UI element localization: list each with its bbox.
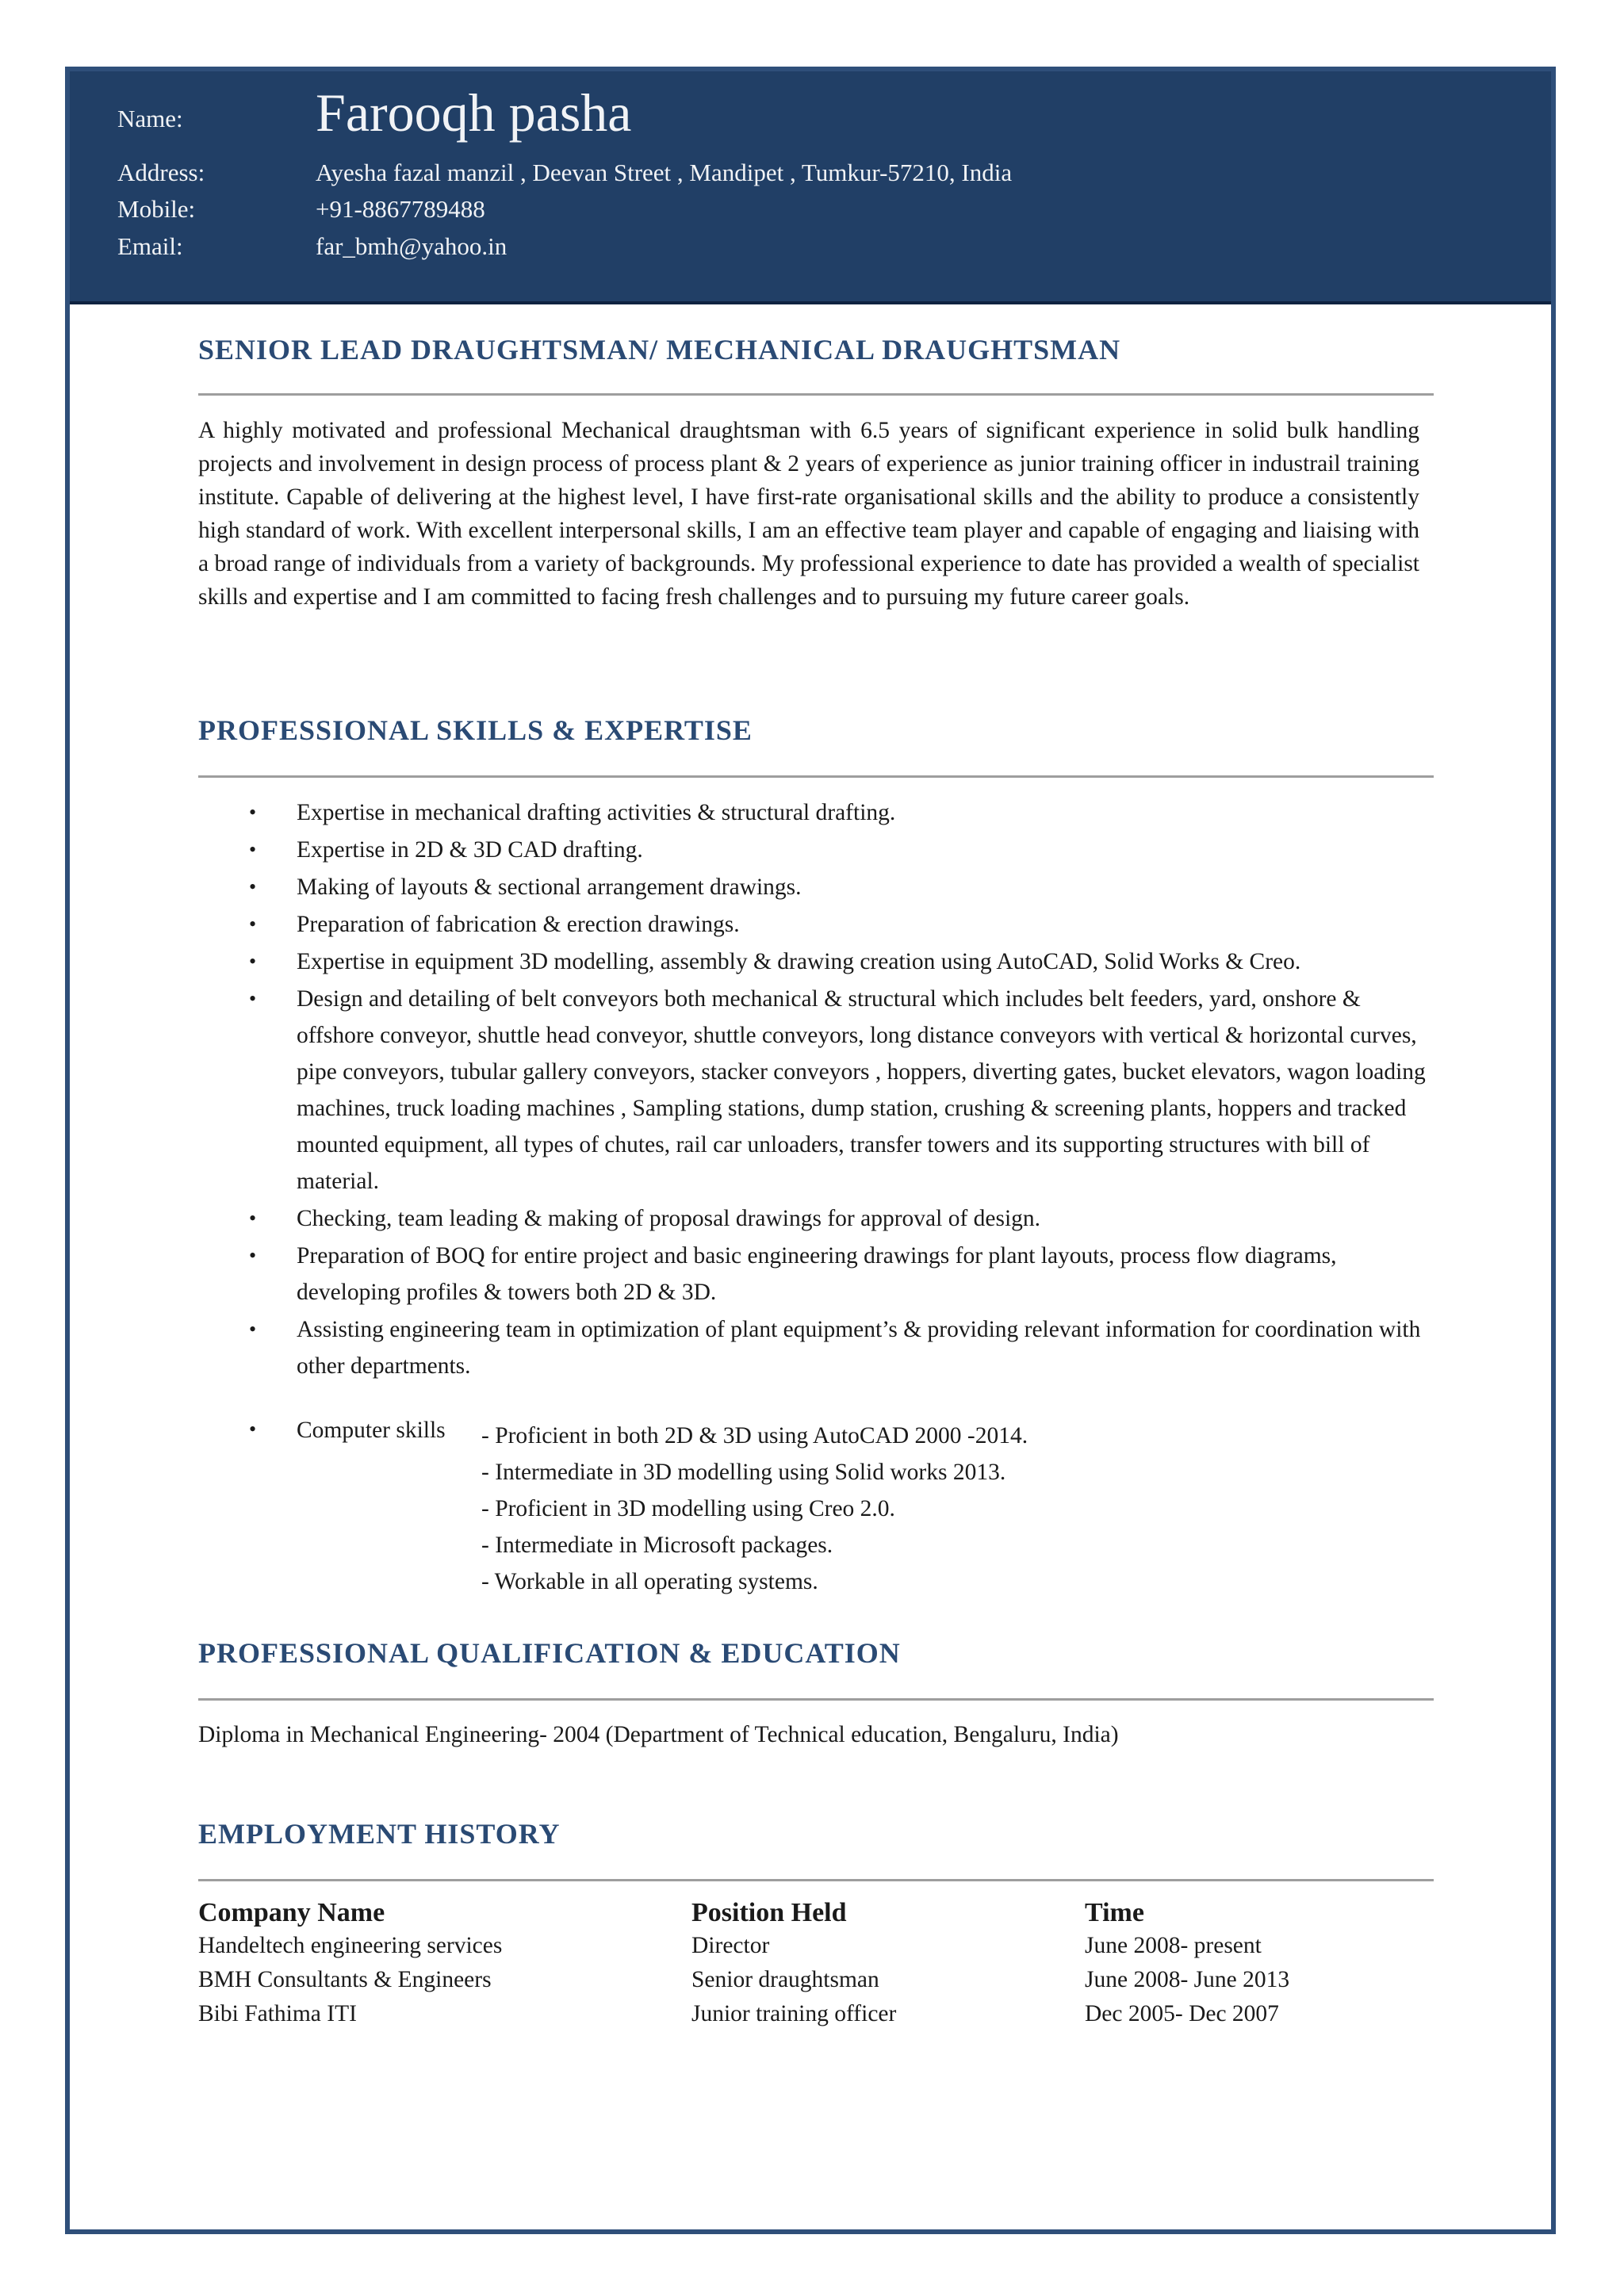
name-label: Name: [117,105,183,132]
list-item: • Design and detailing of belt conveyors both mechanical & structural which includes belt feeders, yard, onshore & offshore conveyor, shuttle head conveyor, shuttle conveyors, long distance conveyors with vertical & horizontal curves, pipe conveyors, tubular gallery conveyors, stacker conveyors , hoppers, diverting gates, bucket elevators, wagon loading machines, truck loading machines , Sampling stations, dump station, crushing & screening plants, hoppers and tracked mounted equipment, all types of chutes, rail car unloaders, transfer towers and its supporting structures with bill of material. [198,981,1435,1200]
bullet-icon: • [249,875,257,898]
computer-skill-line: - Workable in all operating systems. [481,1569,818,1594]
list-item: • Expertise in equipment 3D modelling, assembly & drawing creation using AutoCAD, Solid Works & Creo. [198,943,1435,980]
mobile-label: Mobile: [117,195,196,223]
list-item: • Preparation of fabrication & erection drawings. [198,906,1435,943]
bullet-icon: • [249,987,257,1010]
bullet-icon: • [249,1244,257,1267]
address-label: Address: [117,159,205,186]
candidate-name: Farooqh pasha [316,82,632,143]
bullet-icon: • [249,913,257,936]
table-cell: Director [691,1933,770,1958]
time-column [1085,1898,1289,2027]
contact-header [70,71,1551,304]
computer-skill-line: - Proficient in both 2D & 3D using AutoCAD 2000 -2014. [481,1423,1028,1448]
column-header: Position Held [691,1898,847,1927]
list-item: • Expertise in 2D & 3D CAD drafting. [198,832,1435,868]
section-divider [198,1698,1434,1701]
address-value: Ayesha fazal manzil , Deevan Street , Mandipet , Tumkur-57210, India [316,159,1013,186]
table-cell: Senior draughtsman [691,1967,879,1992]
section-divider [198,393,1434,396]
email-value: far_bmh@yahoo.in [316,232,508,260]
computer-skill-line: - Intermediate in 3D modelling using Solid works 2013. [481,1460,1006,1485]
computer-skills-label: Computer skills [297,1418,446,1443]
bullet-icon: • [249,1318,257,1341]
bullet-icon: • [249,838,257,861]
computer-skill-line: - Intermediate in Microsoft packages. [481,1533,833,1558]
bullet-icon: • [249,1418,257,1441]
education-title: PROFESSIONAL QUALIFICATION & EDUCATION [198,1637,901,1669]
table-cell: Bibi Fathima ITI [198,2001,357,2026]
column-header: Company Name [198,1898,385,1927]
table-cell: June 2008- June 2013 [1085,1967,1290,1992]
computer-skill-line: - Proficient in 3D modelling using Creo 2.0. [481,1496,895,1521]
list-item: • Expertise in mechanical drafting activities & structural drafting. [198,794,1435,831]
skills-list [198,794,1435,1385]
bullet-icon: • [249,950,257,973]
table-cell: Dec 2005- Dec 2007 [1085,2001,1279,2026]
mobile-value: +91-8867789488 [316,195,485,223]
table-cell: June 2008- present [1085,1933,1262,1958]
skills-title: PROFESSIONAL SKILLS & EXPERTISE [198,714,753,746]
table-cell: BMH Consultants & Engineers [198,1967,492,1992]
position-column [691,1898,896,2027]
list-item: • Making of layouts & sectional arrangement drawings. [198,869,1435,905]
list-item: • Assisting engineering team in optimization of plant equipment’s & providing relevant information for coordination with other departments. [198,1311,1435,1384]
list-item: • Checking, team leading & making of proposal drawings for approval of design. [198,1200,1435,1237]
bullet-icon: • [249,801,257,824]
summary-title: SENIOR LEAD DRAUGHTSMAN/ MECHANICAL DRAUGHTSMAN [198,334,1121,365]
table-cell: Handeltech engineering services [198,1933,503,1958]
summary-text: A highly motivated and professional Mechanical draughtsman with 6.5 years of significant experience in solid bulk handling projects and involvement in design process of process plant & 2 years of experience as junior training officer in industrail training institute. Capable of delivering at the highest level, I have first-rate organisational skills and the ability to produce a consistently high standard of work. With excellent interpersonal skills, I am an effective team player and capable of engaging and liaising with a broad range of individuals from a variety of backgrounds. My professional experience to date has provided a wealth of specialist skills and expertise and I am committed to facing fresh challenges and to pursuing my future career goals. [198,418,1419,610]
section-divider [198,1879,1434,1881]
education-text: Diploma in Mechanical Engineering- 2004 (Department of Technical education, Bengaluru, India) [198,1722,1119,1747]
employment-title: EMPLOYMENT HISTORY [198,1818,561,1850]
bullet-icon: • [249,1207,257,1230]
list-item: • Preparation of BOQ for entire project and basic engineering drawings for plant layouts, process flow diagrams, developing profiles & towers both 2D & 3D. [198,1238,1435,1311]
column-header: Time [1085,1898,1144,1927]
email-label: Email: [117,232,183,260]
computer-skills-lines [481,1418,1028,1600]
section-divider [198,775,1434,778]
company-column [198,1898,502,2027]
table-cell: Junior training officer [691,2001,897,2026]
